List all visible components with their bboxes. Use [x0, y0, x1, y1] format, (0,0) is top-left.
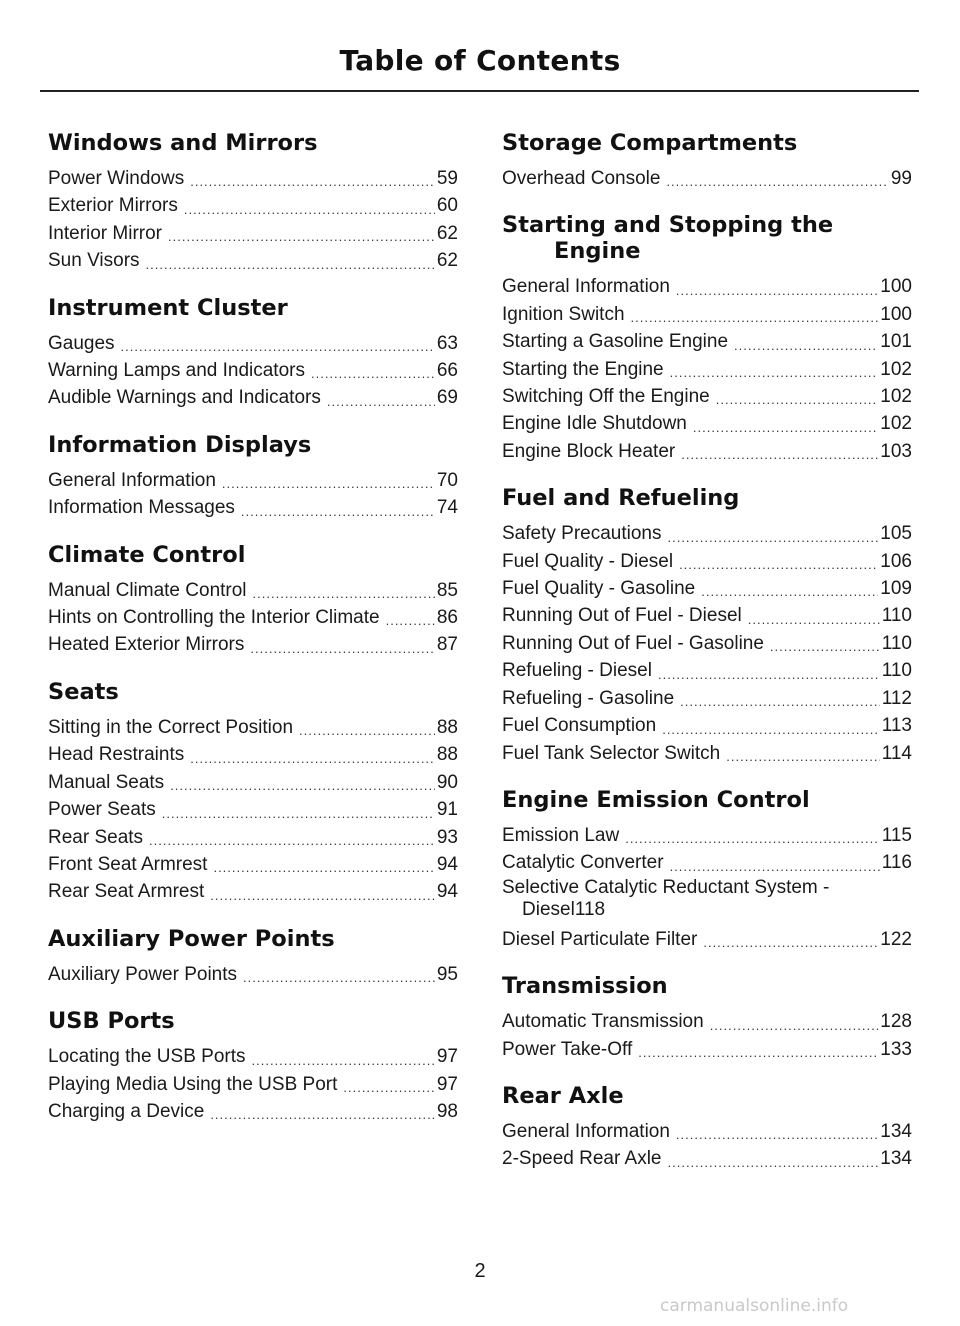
entry-title: 2-Speed Rear Axle: [502, 1148, 662, 1170]
entry-title-continued: Diesel: [522, 898, 575, 920]
toc-entry-link[interactable]: [502, 657, 912, 684]
toc-section: [502, 787, 912, 953]
entry-page-number: 98: [436, 1100, 458, 1122]
section-heading-text: Storage Compartments: [502, 130, 798, 156]
entry-page-number: 69: [436, 387, 458, 409]
toc-section: [502, 212, 912, 465]
dot-leader: [170, 776, 435, 796]
entry-page-number: 74: [436, 497, 458, 519]
toc-entry-link[interactable]: [502, 822, 912, 849]
toc-entry-link[interactable]: [48, 1043, 458, 1070]
entry-title: Charging a Device: [48, 1100, 205, 1122]
entry-title: General Information: [502, 276, 670, 298]
entry-page-number: 113: [881, 715, 912, 737]
dot-leader: [343, 1078, 434, 1098]
dot-leader: [667, 528, 878, 548]
toc-entry-link[interactable]: [502, 685, 912, 712]
entry-title: Head Restraints: [48, 744, 185, 766]
entry-page-number: 122: [880, 928, 912, 950]
toc-entry-link[interactable]: [502, 383, 912, 410]
section-heading: [48, 542, 458, 568]
entry-title: Rear Seat Armrest: [48, 881, 205, 903]
entry-page-number: 103: [880, 440, 912, 462]
entry-title: Audible Warnings and Indicators: [48, 387, 321, 409]
entry-page-number: 59: [436, 168, 458, 189]
entry-page-number: 102: [880, 386, 912, 408]
toc-section: [48, 130, 458, 275]
section-heading: [502, 212, 912, 264]
toc-entry-link[interactable]: [502, 740, 912, 767]
entry-title: Running Out of Fuel - Gasoline: [502, 632, 764, 654]
entry-page-number: 88: [436, 744, 458, 766]
section-heading-text: Auxiliary Power Points: [48, 925, 335, 952]
dot-leader: [693, 418, 878, 438]
entry-title: Engine Block Heater: [502, 440, 676, 462]
toc-entry-link[interactable]: [48, 467, 458, 494]
entry-title: Auxiliary Power Points: [48, 963, 238, 985]
dot-leader: [631, 308, 879, 328]
entry-title: General Information: [502, 1120, 670, 1142]
toc-section: [48, 1008, 458, 1125]
toc-entry-link[interactable]: [48, 577, 458, 604]
entry-title: Gauges: [48, 332, 115, 354]
dot-leader: [726, 747, 879, 767]
entry-title: Selective Catalytic Reductant System -: [502, 876, 830, 898]
entry-page-number: 102: [880, 358, 912, 380]
section-heading: [502, 485, 912, 511]
dot-leader: [670, 363, 879, 383]
entry-page-number: 66: [436, 360, 458, 382]
dot-leader: [716, 390, 879, 410]
entry-title: Sun Visors: [48, 250, 140, 272]
entry-title: Catalytic Converter: [502, 852, 664, 874]
page-title: Table of Contents: [339, 44, 621, 77]
toc-entry-link[interactable]: [502, 520, 912, 547]
entry-page-number: 134: [880, 1120, 912, 1142]
entry-page-number: 62: [436, 222, 458, 244]
section-heading: [502, 973, 912, 999]
entry-page-number: 63: [436, 332, 458, 354]
section-heading-text: Windows and Mirrors: [48, 130, 318, 156]
dot-leader: [386, 611, 435, 631]
entry-page-number: 133: [880, 1038, 912, 1060]
entry-page-number: 102: [880, 413, 912, 435]
dot-leader: [210, 886, 435, 906]
dot-leader: [213, 858, 434, 878]
dot-leader: [299, 721, 435, 741]
toc-entry-link[interactable]: [48, 1071, 458, 1098]
dot-leader: [666, 172, 888, 192]
section-heading-text: Starting and Stopping the: [502, 212, 834, 239]
entry-page-number: 90: [436, 771, 458, 793]
toc-entry-link[interactable]: [502, 548, 912, 575]
toc-entry-link[interactable]: [48, 357, 458, 384]
section-heading-text: USB Ports: [48, 1008, 175, 1035]
entry-page-number: 105: [880, 523, 912, 545]
toc-right-column: [502, 130, 912, 1193]
watermark: carmanualsonline.info: [660, 1296, 849, 1316]
toc-section: [48, 926, 458, 988]
entry-page-number: 70: [436, 469, 458, 491]
entry-page-number: 114: [881, 742, 912, 764]
toc-section: [502, 130, 912, 192]
entry-title: Locating the USB Ports: [48, 1046, 246, 1068]
entry-title: Power Seats: [48, 799, 156, 821]
toc-entry-link[interactable]: [48, 247, 458, 274]
dot-leader: [162, 804, 435, 824]
toc-entry-link[interactable]: [502, 328, 912, 355]
dot-leader: [703, 933, 878, 953]
toc-entry-link[interactable]: [48, 631, 458, 658]
toc-entry-link[interactable]: [502, 273, 912, 300]
entry-title: Fuel Tank Selector Switch: [502, 742, 721, 764]
toc-section: [502, 485, 912, 767]
dot-leader: [680, 692, 880, 712]
entry-page-number: 85: [436, 579, 458, 601]
toc-entry-link[interactable]: [502, 575, 912, 602]
section-heading: [48, 679, 458, 705]
toc-entry-link[interactable]: [48, 824, 458, 851]
toc-entry-link[interactable]: [502, 877, 912, 921]
dot-leader: [625, 829, 879, 849]
entry-title: Refueling - Gasoline: [502, 687, 675, 709]
section-heading: [48, 130, 458, 156]
entry-page-number: 88: [436, 716, 458, 738]
entry-page-number: 106: [880, 550, 912, 572]
dot-leader: [241, 502, 435, 522]
entry-title: Sitting in the Correct Position: [48, 716, 294, 738]
toc-entry-link[interactable]: [48, 851, 458, 878]
entry-page-number: 101: [880, 331, 912, 353]
toc-entry-link[interactable]: [48, 604, 458, 631]
entry-page-number: 94: [436, 853, 458, 875]
dot-leader: [658, 665, 880, 685]
toc-entry-link[interactable]: [48, 192, 458, 219]
toc-entry-link[interactable]: [48, 769, 458, 796]
section-heading: [48, 926, 458, 952]
entry-title: Fuel Consumption: [502, 715, 657, 737]
dot-leader: [701, 582, 878, 602]
dot-leader: [253, 584, 435, 604]
entry-page-number: 116: [881, 852, 912, 874]
entry-page-number: 112: [881, 687, 912, 709]
toc-section: [502, 973, 912, 1063]
entry-title: Fuel Quality - Diesel: [502, 550, 674, 572]
entry-title: Overhead Console: [502, 168, 661, 189]
toc-section: [48, 295, 458, 412]
entry-title: Fuel Quality - Gasoline: [502, 578, 696, 600]
entry-page-number: 134: [880, 1148, 912, 1170]
section-heading-text: Climate Control: [48, 541, 246, 568]
dot-leader: [168, 227, 435, 247]
toc-entry-link[interactable]: [48, 714, 458, 741]
section-heading: [502, 1083, 912, 1109]
entry-title: Hints on Controlling the Interior Climate: [48, 607, 380, 629]
dot-leader: [252, 1051, 435, 1071]
section-heading: [502, 787, 912, 813]
toc-entry-link[interactable]: [502, 712, 912, 739]
dot-leader: [222, 474, 435, 494]
toc-entry-link[interactable]: [48, 1098, 458, 1125]
entry-title: Playing Media Using the USB Port: [48, 1073, 338, 1095]
toc-entry-link[interactable]: [502, 1145, 912, 1172]
entry-title: Refueling - Diesel: [502, 660, 652, 682]
dot-leader: [146, 255, 435, 275]
toc-entry-link[interactable]: [502, 165, 912, 192]
dot-leader: [748, 610, 880, 630]
entry-page-number: 110: [881, 632, 912, 654]
entry-title: Warning Lamps and Indicators: [48, 360, 305, 382]
entry-page-number: 100: [880, 276, 912, 298]
section-heading-text: Engine Emission Control: [502, 786, 810, 813]
toc-entry-link[interactable]: [502, 926, 912, 953]
entry-title: Manual Seats: [48, 771, 165, 793]
entry-title: Heated Exterior Mirrors: [48, 634, 245, 656]
dot-leader: [210, 1105, 435, 1125]
dot-leader: [250, 639, 434, 659]
entry-page-number: 60: [436, 195, 458, 217]
entry-page-number: 128: [880, 1011, 912, 1033]
entry-page-number: 62: [436, 250, 458, 272]
dot-leader: [770, 637, 880, 657]
toc-entry-link[interactable]: [48, 330, 458, 357]
toc-entry-link[interactable]: [502, 356, 912, 383]
dot-leader: [149, 831, 435, 851]
entry-title: Switching Off the Engine: [502, 386, 710, 408]
entry-page-number: 87: [436, 634, 458, 656]
entry-title: Safety Precautions: [502, 523, 662, 545]
section-heading-text: Fuel and Refueling: [502, 485, 740, 512]
dot-leader: [681, 445, 878, 465]
section-heading-text: Information Displays: [48, 431, 312, 458]
section-heading: [502, 130, 912, 156]
toc-section: [48, 679, 458, 906]
toc-section: [48, 432, 458, 522]
entry-title: Rear Seats: [48, 826, 144, 848]
dot-leader: [638, 1043, 878, 1063]
dot-leader: [670, 857, 880, 877]
entry-title: Power Windows: [48, 168, 185, 189]
entry-page-number: 110: [881, 660, 912, 682]
entry-page-number: 93: [436, 826, 458, 848]
dot-leader: [710, 1016, 879, 1036]
entry-page-number: 97: [436, 1073, 458, 1095]
section-heading-text: Seats: [48, 678, 119, 705]
toc-entry-link[interactable]: [48, 384, 458, 411]
section-heading-text: Instrument Cluster: [48, 294, 288, 321]
dot-leader: [184, 200, 435, 220]
toc-entry-link[interactable]: [502, 438, 912, 465]
toc-section: [502, 1083, 912, 1173]
entry-title: Emission Law: [502, 824, 620, 846]
entry-title: Automatic Transmission: [502, 1011, 704, 1033]
toc-entry-link[interactable]: [48, 961, 458, 988]
entry-page-number: 115: [881, 824, 912, 846]
section-heading: [48, 295, 458, 321]
entry-page-number: 91: [436, 799, 458, 821]
dot-leader: [190, 172, 435, 192]
entry-title: Ignition Switch: [502, 303, 625, 325]
toc-entry-link[interactable]: [48, 220, 458, 247]
toc-entry-link[interactable]: [502, 849, 912, 876]
toc-entry-link[interactable]: [502, 630, 912, 657]
toc-entry-link[interactable]: [502, 1118, 912, 1145]
section-heading: [48, 432, 458, 458]
entry-page-number: 95: [436, 963, 458, 985]
toc-left-column: [48, 130, 458, 1145]
dot-leader: [662, 720, 880, 740]
toc-entry-link[interactable]: [48, 494, 458, 521]
toc-entry-link[interactable]: [502, 602, 912, 629]
entry-title: Engine Idle Shutdown: [502, 413, 687, 435]
entry-title: Interior Mirror: [48, 222, 163, 244]
entry-title: General Information: [48, 469, 216, 491]
entry-title: Exterior Mirrors: [48, 195, 178, 217]
toc-entry-link[interactable]: [48, 165, 458, 192]
dot-leader: [734, 336, 878, 356]
entry-title: Manual Climate Control: [48, 579, 247, 601]
dot-leader: [676, 1125, 878, 1145]
dot-leader: [190, 749, 435, 769]
dot-leader: [327, 392, 435, 412]
dot-leader: [311, 364, 435, 384]
title-divider: [40, 90, 919, 92]
entry-title: Running Out of Fuel - Diesel: [502, 605, 742, 627]
section-heading-text: Transmission: [502, 973, 668, 1000]
dot-leader: [676, 281, 878, 301]
toc-entry-link[interactable]: [48, 878, 458, 905]
entry-page-number: 110: [881, 605, 912, 627]
dot-leader: [668, 1153, 879, 1173]
dot-leader: [679, 555, 878, 575]
section-heading-text-line2: Engine: [554, 238, 641, 265]
entry-title: Starting the Engine: [502, 358, 664, 380]
entry-title: Diesel Particulate Filter: [502, 928, 698, 950]
entry-title: Information Messages: [48, 497, 235, 519]
entry-page-number: 97: [436, 1046, 458, 1068]
entry-title: Power Take-Off: [502, 1038, 633, 1060]
section-heading: [48, 1008, 458, 1034]
entry-title: Starting a Gasoline Engine: [502, 331, 729, 353]
toc-section: [48, 542, 458, 659]
entry-page-number: 100: [880, 303, 912, 325]
entry-page-number: 109: [880, 578, 912, 600]
entry-page-number: 86: [436, 607, 458, 629]
toc-entry-link[interactable]: [502, 1036, 912, 1063]
entry-title: Front Seat Armrest: [48, 853, 208, 875]
toc-entry-link[interactable]: [48, 796, 458, 823]
toc-entry-link[interactable]: [48, 741, 458, 768]
toc-entry-link[interactable]: [502, 1008, 912, 1035]
entry-page-number: 118: [574, 898, 606, 920]
dot-leader: [243, 968, 435, 988]
entry-page-number: 94: [436, 881, 458, 903]
entry-page-number: 99: [890, 168, 912, 189]
toc-entry-link[interactable]: [502, 301, 912, 328]
page-number: 2: [474, 1260, 486, 1282]
dot-leader: [121, 337, 435, 357]
toc-entry-link[interactable]: [502, 410, 912, 437]
section-heading-text: Rear Axle: [502, 1082, 624, 1109]
